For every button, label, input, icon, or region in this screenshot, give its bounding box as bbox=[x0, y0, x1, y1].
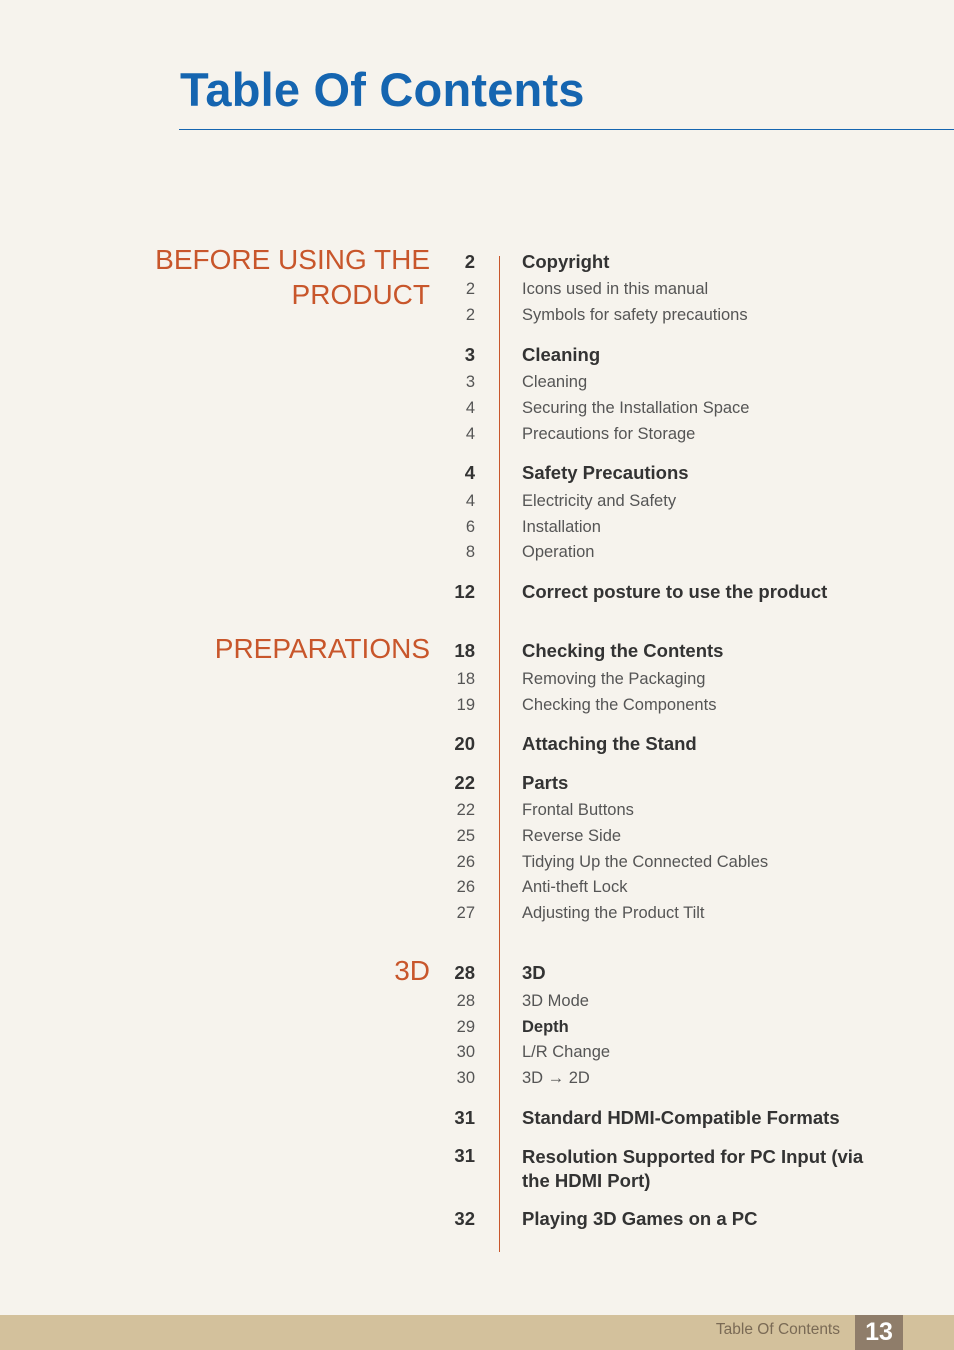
toc-page-number: 19 bbox=[456, 696, 475, 714]
toc-entry-text: Parts bbox=[522, 772, 569, 793]
toc-page-number: 28 bbox=[456, 992, 475, 1010]
toc-entry[interactable] bbox=[0, 1018, 954, 1044]
toc-page-number: 3 bbox=[464, 344, 475, 365]
toc-entry[interactable] bbox=[0, 280, 954, 306]
section-title-line: BEFORE USING THE bbox=[155, 244, 430, 275]
section-title-line: PREPARATIONS bbox=[214, 633, 430, 664]
toc-page-number: 12 bbox=[454, 581, 475, 602]
toc-page-number: 30 bbox=[456, 1043, 475, 1061]
toc-entry[interactable] bbox=[0, 581, 954, 607]
toc-entry[interactable] bbox=[0, 733, 954, 759]
toc-entry[interactable] bbox=[0, 904, 954, 930]
toc-entry-text: Tidying Up the Connected Cables bbox=[522, 853, 769, 871]
toc-page-number: 26 bbox=[456, 853, 475, 871]
toc-entry-text: Electricity and Safety bbox=[522, 492, 677, 510]
toc-entry[interactable] bbox=[0, 1208, 954, 1234]
toc-entry[interactable] bbox=[0, 399, 954, 425]
toc-page-number: 27 bbox=[456, 904, 475, 922]
toc-page-number: 29 bbox=[456, 1018, 475, 1036]
toc-entry-text: Reverse Side bbox=[522, 827, 622, 845]
toc-entry[interactable] bbox=[0, 827, 954, 853]
toc-page-number: 2 bbox=[465, 280, 475, 298]
toc-page-number: 25 bbox=[456, 827, 475, 845]
toc-entry-text: Removing the Packaging bbox=[522, 670, 706, 688]
toc-entry[interactable] bbox=[0, 1069, 954, 1095]
toc-page-number: 22 bbox=[456, 801, 475, 819]
toc-entry[interactable] bbox=[0, 492, 954, 518]
toc-entry[interactable] bbox=[0, 344, 954, 370]
toc-entry[interactable] bbox=[0, 518, 954, 544]
toc-page-number: 18 bbox=[454, 640, 475, 661]
toc-entry-text: Installation bbox=[522, 518, 601, 536]
toc-entry-text: Securing the Installation Space bbox=[522, 399, 750, 417]
section-title-line: 3D bbox=[394, 955, 430, 986]
toc-page-number: 31 bbox=[454, 1145, 475, 1166]
toc-page-number: 2 bbox=[464, 251, 475, 272]
toc-entry[interactable] bbox=[0, 1107, 954, 1133]
toc-page-number: 22 bbox=[454, 772, 475, 793]
toc-entry[interactable] bbox=[0, 306, 954, 332]
toc-entry-text: Attaching the Stand bbox=[522, 733, 697, 754]
toc-entry-text: Frontal Buttons bbox=[522, 801, 634, 819]
toc-page-number: 31 bbox=[454, 1107, 475, 1128]
toc-entry-text: Anti-theft Lock bbox=[522, 878, 628, 896]
toc-page-number: 26 bbox=[456, 878, 475, 896]
toc-entry-text: Copyright bbox=[522, 251, 610, 272]
toc-entry[interactable] bbox=[0, 251, 954, 277]
toc-entry-text: Playing 3D Games on a PC bbox=[522, 1208, 758, 1229]
footer-label: Table Of Contents bbox=[715, 1321, 840, 1338]
toc-entry-text: Correct posture to use the product bbox=[522, 581, 828, 602]
toc-entry-text: Checking the Contents bbox=[522, 640, 724, 661]
toc-page-number: 6 bbox=[465, 518, 475, 536]
toc-page-number: 30 bbox=[456, 1069, 475, 1087]
toc-entry-text: Checking the Components bbox=[522, 696, 717, 714]
title-divider bbox=[179, 129, 954, 130]
toc-entry[interactable] bbox=[0, 853, 954, 879]
toc-entry[interactable] bbox=[0, 878, 954, 904]
toc-entry-text: Precautions for Storage bbox=[522, 425, 696, 443]
toc-entry[interactable] bbox=[0, 696, 954, 722]
toc-entry-text: 3D bbox=[522, 962, 546, 983]
toc-entry[interactable] bbox=[0, 640, 954, 666]
toc-entry[interactable] bbox=[0, 1043, 954, 1069]
toc-entry-text: 3D → 2D bbox=[522, 1069, 590, 1087]
toc-page-number: 20 bbox=[454, 733, 475, 754]
toc-entry[interactable] bbox=[0, 462, 954, 488]
toc-page-number: 4 bbox=[465, 492, 475, 510]
toc-entry-text: Adjusting the Product Tilt bbox=[522, 904, 705, 922]
toc-page-number: 2 bbox=[465, 306, 475, 324]
toc-entry-text: Icons used in this manual bbox=[522, 280, 709, 298]
toc-entry-text: L/R Change bbox=[522, 1043, 611, 1061]
toc-entry-text: 3D Mode bbox=[522, 992, 589, 1010]
toc-page-number: 4 bbox=[465, 425, 475, 443]
toc-page-number: 4 bbox=[464, 462, 475, 483]
toc-entry[interactable] bbox=[0, 425, 954, 451]
toc-entry[interactable] bbox=[0, 962, 954, 988]
toc-entry[interactable] bbox=[0, 1145, 954, 1191]
toc-entry-text: Operation bbox=[522, 543, 595, 561]
toc-entry[interactable] bbox=[0, 670, 954, 696]
toc-page-number: 32 bbox=[454, 1208, 475, 1229]
toc-entry-text: Cleaning bbox=[522, 373, 588, 391]
toc-entry-text: Cleaning bbox=[522, 344, 601, 365]
toc-page-number: 28 bbox=[454, 962, 475, 983]
toc-entry[interactable] bbox=[0, 543, 954, 569]
toc-page-number: 4 bbox=[465, 399, 475, 417]
toc-entry[interactable] bbox=[0, 373, 954, 399]
toc-entry[interactable] bbox=[0, 772, 954, 798]
page-title: Table Of Contents bbox=[180, 63, 585, 116]
toc-entry-text: Depth bbox=[522, 1018, 569, 1036]
toc-page-number: 3 bbox=[465, 373, 475, 391]
toc-page-number: 8 bbox=[465, 543, 475, 561]
toc-entry[interactable] bbox=[0, 801, 954, 827]
toc-entry-text: Symbols for safety precautions bbox=[522, 306, 748, 324]
toc-page-number: 18 bbox=[456, 670, 475, 688]
section-title-line: PRODUCT bbox=[291, 279, 430, 310]
toc-entry[interactable] bbox=[0, 992, 954, 1018]
toc-entry-text: Safety Precautions bbox=[522, 462, 689, 483]
page-number-badge: 13 bbox=[855, 1315, 903, 1350]
toc-entry-text: Standard HDMI-Compatible Formats bbox=[522, 1107, 840, 1128]
toc-entry-text: Resolution Supported for PC Input (via the HDMI Port) bbox=[522, 1146, 864, 1191]
